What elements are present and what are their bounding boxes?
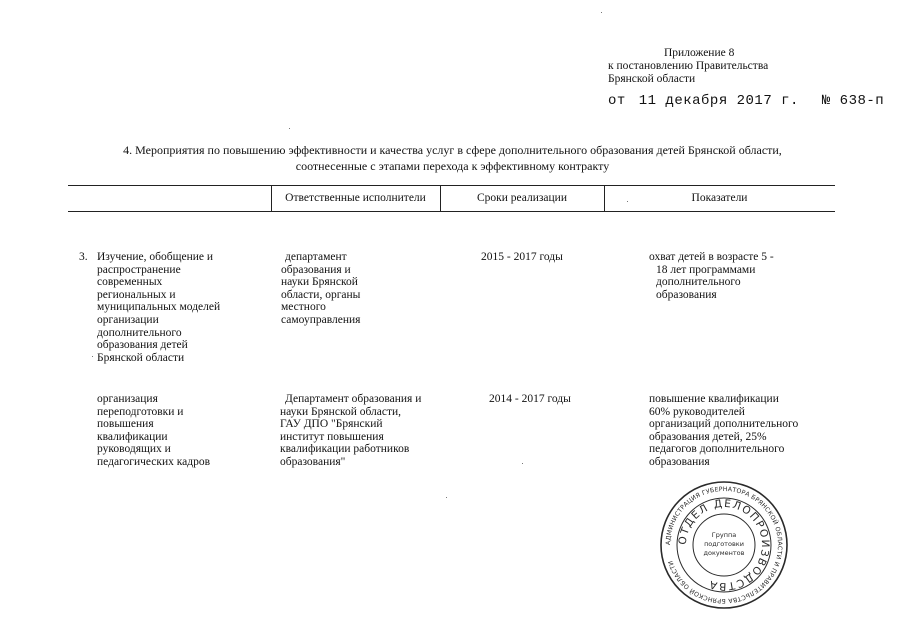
stamp-center-line: Группа [711, 531, 737, 539]
event-line: квалификации [97, 430, 168, 443]
event-line: повышения [97, 418, 154, 431]
indicators-line: образования детей, 25% [649, 430, 767, 443]
executors-line: науки Брянской области, [280, 405, 402, 418]
stamp-inner-ring-text: ОТДЕЛ ДЕЛОПРОИЗВОДСТВА [676, 497, 772, 593]
appendix-region: Брянской области [608, 73, 696, 85]
indicators-line: охват детей в возрасте 5 - [649, 251, 774, 263]
event-line: современных [97, 276, 163, 289]
date-prefix: от [608, 93, 626, 109]
document-number: № 638-п [821, 93, 885, 109]
scan-speck [446, 497, 447, 498]
event-line: Брянской области [97, 351, 185, 364]
indicators-line: повышение квалификации [649, 393, 779, 405]
executors-line: области, органы [281, 288, 361, 301]
scan-speck [522, 463, 523, 464]
date-value: 11 декабря 2017 г. [638, 93, 799, 109]
appendix-resolution: к постановлению Правительства [608, 60, 769, 72]
scan-speck [627, 201, 628, 202]
stamp-center-line: подготовки [704, 540, 744, 548]
stamp-outer-ring-text: АДМИНИСТРАЦИЯ ГУБЕРНАТОРА БРЯНСКОЙ ОБЛАСТИ И ПРАВИТЕЛЬСТВА БРЯНСКОЙ ОБЛАСТИ [664, 485, 784, 605]
scan-speck [601, 12, 602, 13]
column-header-indicators: Показатели [691, 192, 748, 204]
indicators-line: педагогов дополнительного [649, 443, 785, 456]
event-line: региональных и [97, 288, 176, 301]
executors-line: образования" [280, 455, 346, 468]
event-line: образования детей [97, 339, 188, 352]
section-title-line1: 4. Мероприятия по повышению эффективности и качества услуг в сфере дополнительного образования детей Брянской области, [123, 143, 782, 157]
executors-line: науки Брянской [281, 276, 358, 289]
event-line: организация [97, 393, 158, 405]
column-header-executors: Ответственные исполнители [285, 192, 426, 204]
indicators-line: 18 лет программами [656, 263, 756, 276]
event-line: переподготовки и [97, 405, 184, 418]
event-line: организации [97, 313, 159, 326]
event-line: дополнительного [97, 326, 182, 339]
period-cell: 2014 - 2017 годы [489, 393, 571, 405]
indicators-cell [649, 251, 774, 301]
table-top-rule [68, 185, 835, 186]
executors-line: образования и [281, 263, 351, 276]
executors-cell [280, 393, 421, 469]
indicators-cell [649, 393, 798, 469]
table-header-rule [68, 211, 835, 212]
executors-line: институт повышения [280, 430, 384, 443]
appendix-title: Приложение 8 [664, 47, 735, 59]
executors-line: департамент [285, 251, 347, 263]
scan-speck [92, 356, 93, 357]
executors-line: квалификации работников [280, 443, 410, 456]
executors-line: местного [281, 301, 326, 314]
section-title-line2: соотнесенные с этапами перехода к эффективному контракту [295, 159, 610, 173]
stamp-center-line: документов [703, 549, 745, 557]
event-line: педагогических кадров [97, 455, 211, 468]
executors-line: ГАУ ДПО "Брянский [280, 418, 383, 431]
period-cell: 2015 - 2017 годы [481, 251, 563, 263]
indicators-line: образования [649, 455, 710, 468]
appendix-date-line [608, 93, 884, 109]
executors-cell [281, 251, 360, 327]
section-title [0, 142, 905, 174]
event-cell [97, 393, 210, 469]
executors-line: самоуправления [281, 313, 361, 326]
row-number: 3. [79, 251, 88, 263]
indicators-line: дополнительного [656, 276, 741, 289]
event-line: муниципальных моделей [97, 301, 221, 314]
appendix-header [608, 47, 768, 86]
event-line: Изучение, обобщение и [97, 251, 214, 263]
scan-speck [289, 128, 290, 129]
indicators-line: образования [656, 288, 717, 301]
indicators-line: организаций дополнительного [649, 418, 799, 431]
executors-line: Департамент образования и [285, 393, 422, 405]
event-line: распространение [97, 263, 181, 276]
event-line: руководящих и [97, 443, 171, 456]
event-cell [97, 251, 220, 364]
column-header-period: Сроки реализации [477, 192, 567, 204]
indicators-line: 60% руководителей [649, 405, 745, 418]
official-stamp [659, 480, 789, 610]
